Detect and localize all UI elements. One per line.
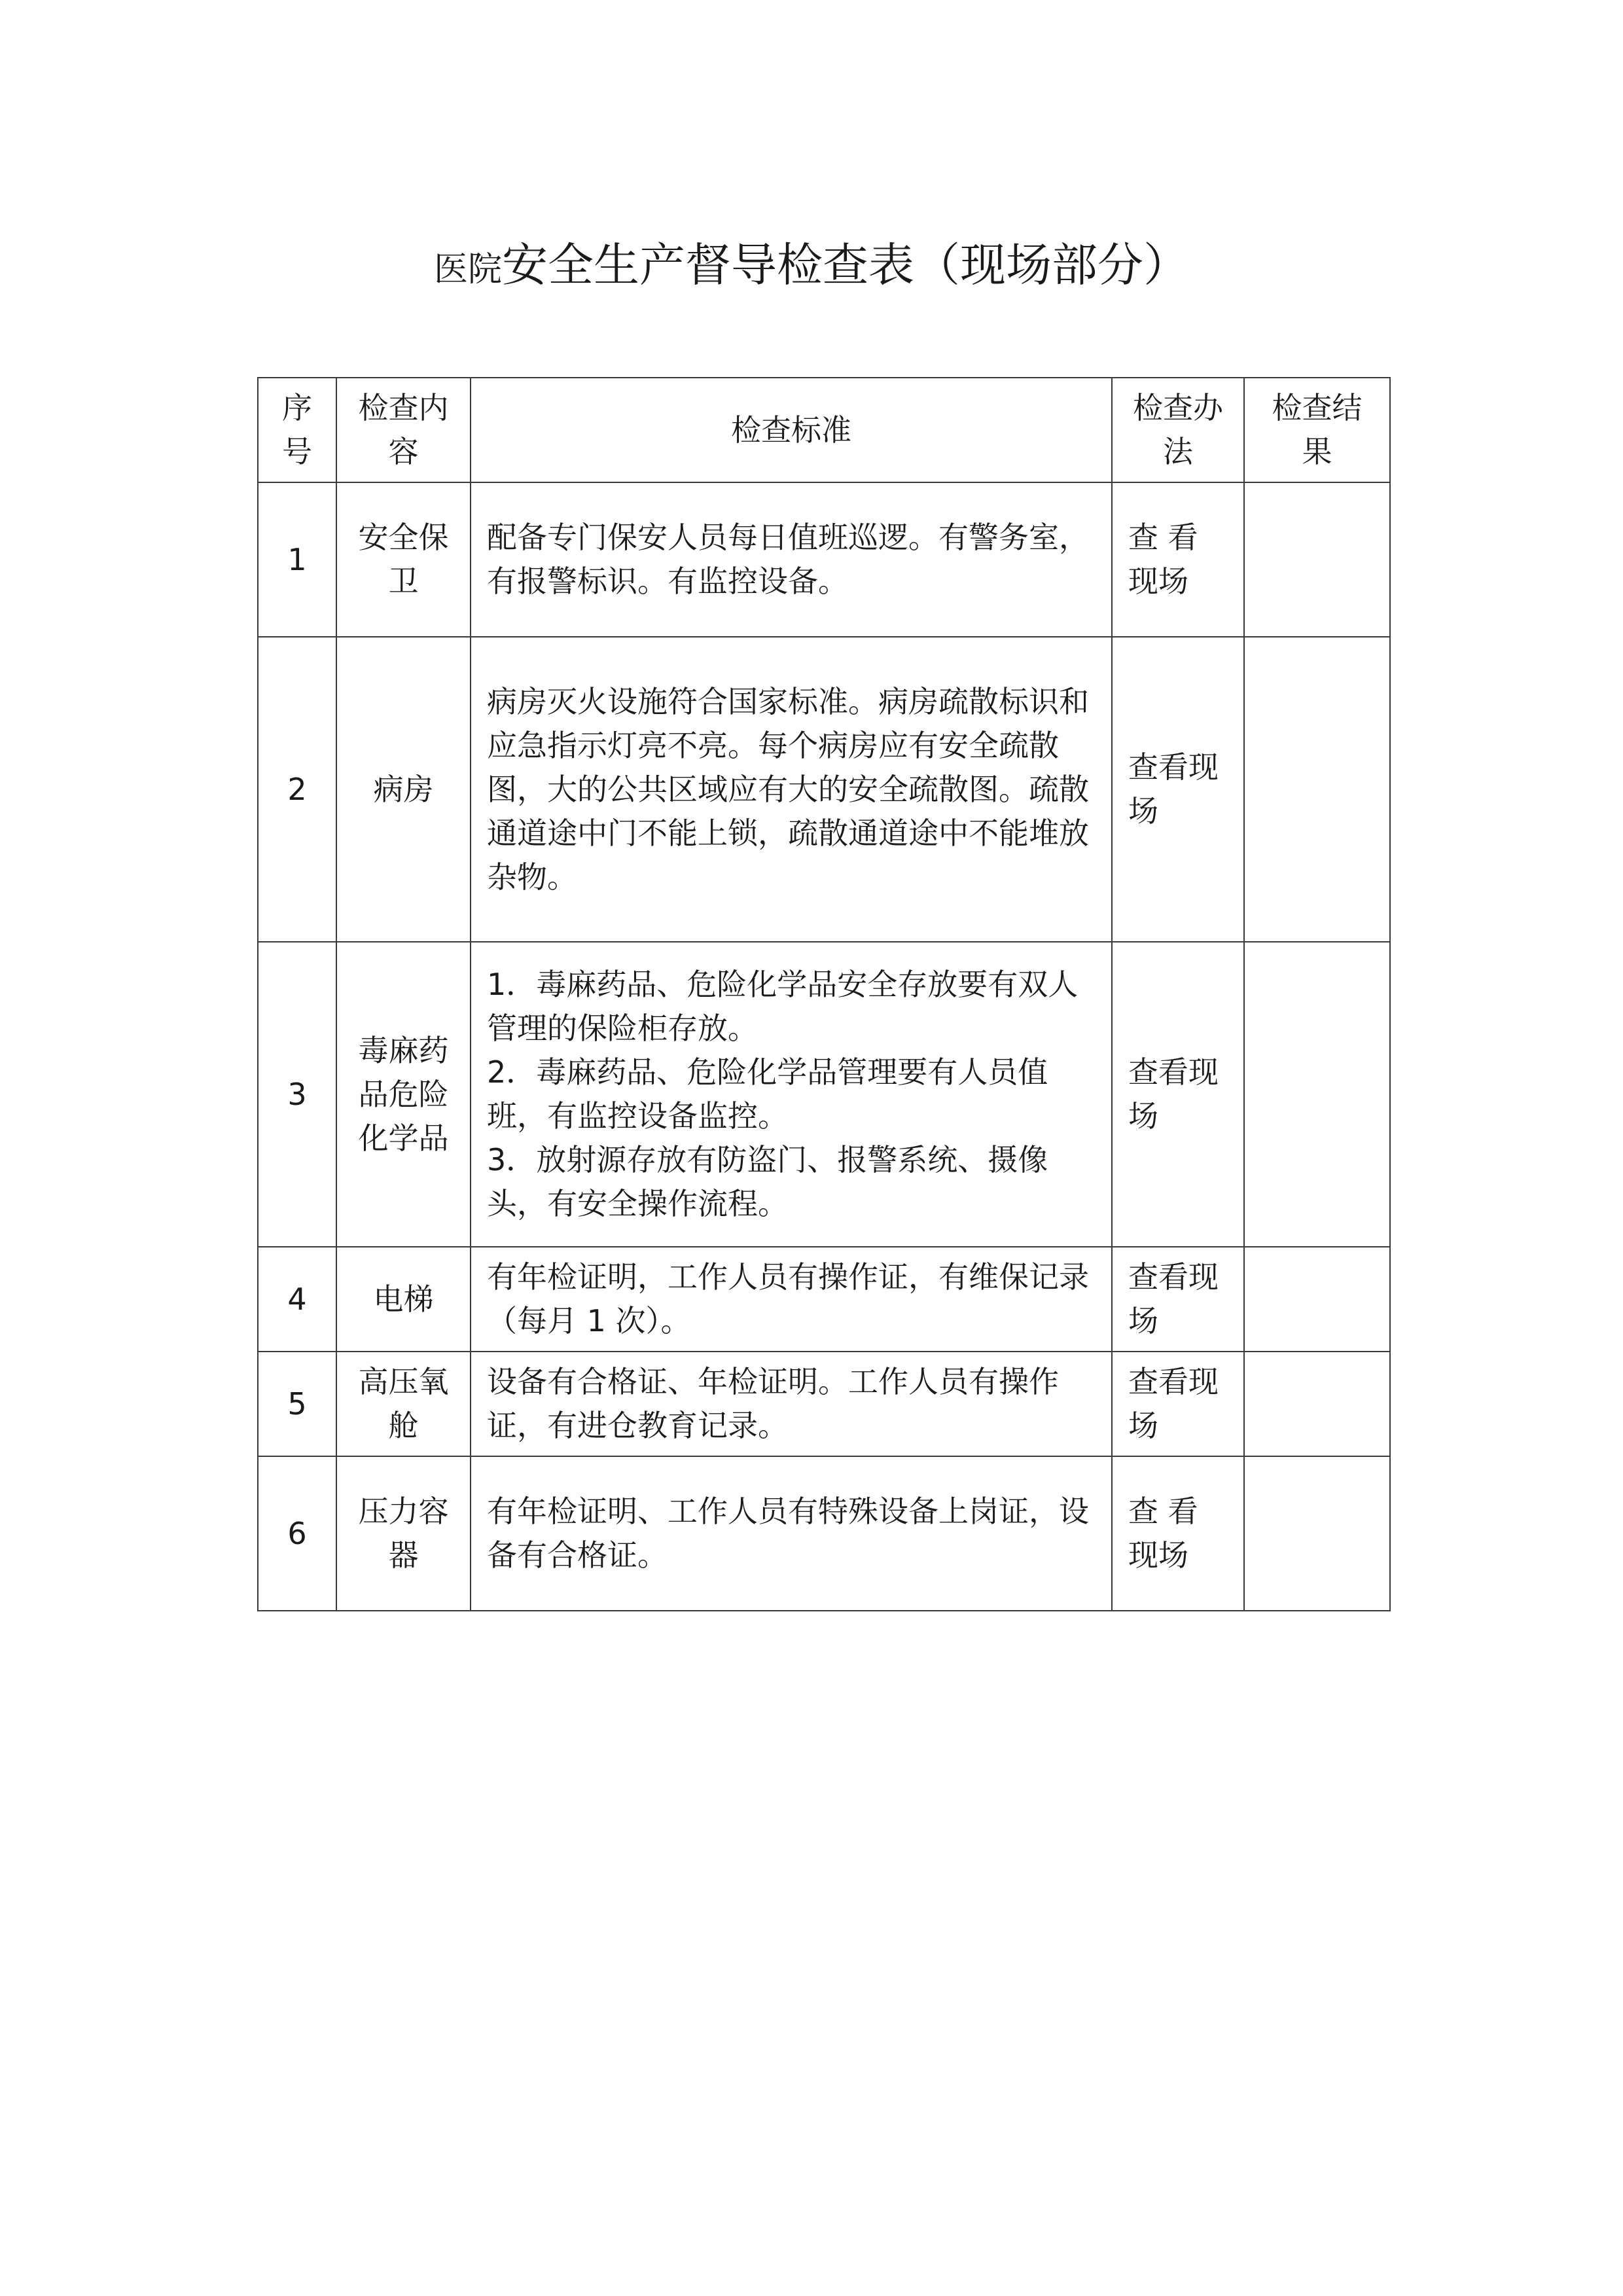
header-item: 检查内容 xyxy=(336,378,471,482)
row-method: 查看现场 xyxy=(1112,942,1244,1247)
row-standard: 1．毒麻药品、危险化学品安全存放要有双人管理的保险柜存放。 2．毒麻药品、危险化学品管理要有人员值班，有监控设备监控。 3．放射源存放有防盗门、报警系统、摄像头，有安全操作流程。 xyxy=(471,942,1112,1247)
row-result-cell[interactable] xyxy=(1244,1247,1390,1352)
table-row xyxy=(258,637,1390,942)
row-seq: 5 xyxy=(258,1352,336,1456)
row-item: 电梯 xyxy=(336,1247,471,1352)
row-result-cell[interactable] xyxy=(1244,942,1390,1247)
table-row xyxy=(258,1247,1390,1352)
table-row xyxy=(258,1352,1390,1456)
header-result: 检查结果 xyxy=(1244,378,1390,482)
row-standard: 病房灭火设施符合国家标准。病房疏散标识和应急指示灯亮不亮。每个病房应有安全疏散图，大的公共区域应有大的安全疏散图。疏散通道途中门不能上锁，疏散通道途中不能堆放杂物。 xyxy=(471,637,1112,942)
row-standard: 有年检证明、工作人员有特殊设备上岗证，设备有合格证。 xyxy=(471,1456,1112,1611)
row-seq: 4 xyxy=(258,1247,336,1352)
title-prefix: 医院 xyxy=(433,250,502,289)
table-row xyxy=(258,942,1390,1247)
row-standard: 配备专门保安人员每日值班巡逻。有警务室，有报警标识。有监控设备。 xyxy=(471,482,1112,637)
row-item: 毒麻药品危险化学品 xyxy=(336,942,471,1247)
title-main: 安全生产督导检查表（现场部分） xyxy=(502,238,1189,292)
document-title xyxy=(0,236,1623,307)
row-result-cell[interactable] xyxy=(1244,1352,1390,1456)
row-method: 查看现场 xyxy=(1112,1247,1244,1352)
row-method: 查 看现场 xyxy=(1112,482,1244,637)
row-item: 高压氧舱 xyxy=(336,1352,471,1456)
row-seq: 1 xyxy=(258,482,336,637)
table-row xyxy=(258,482,1390,637)
row-standard: 有年检证明，工作人员有操作证，有维保记录（每月 1 次）。 xyxy=(471,1247,1112,1352)
row-seq: 6 xyxy=(258,1456,336,1611)
row-method: 查 看现场 xyxy=(1112,1456,1244,1611)
row-item: 安全保卫 xyxy=(336,482,471,637)
header-seq: 序号 xyxy=(258,378,336,482)
row-result-cell[interactable] xyxy=(1244,482,1390,637)
header-standard: 检查标准 xyxy=(471,378,1112,482)
row-method: 查看现场 xyxy=(1112,1352,1244,1456)
row-seq: 2 xyxy=(258,637,336,942)
row-result-cell[interactable] xyxy=(1244,637,1390,942)
row-method: 查看现场 xyxy=(1112,637,1244,942)
table-row xyxy=(258,1456,1390,1611)
row-seq: 3 xyxy=(258,942,336,1247)
header-row xyxy=(258,378,1390,482)
row-item: 病房 xyxy=(336,637,471,942)
header-method: 检查办法 xyxy=(1112,378,1244,482)
row-result-cell[interactable] xyxy=(1244,1456,1390,1611)
row-item: 压力容器 xyxy=(336,1456,471,1611)
inspection-table xyxy=(257,377,1391,1611)
row-standard: 设备有合格证、年检证明。工作人员有操作证，有进仓教育记录。 xyxy=(471,1352,1112,1456)
